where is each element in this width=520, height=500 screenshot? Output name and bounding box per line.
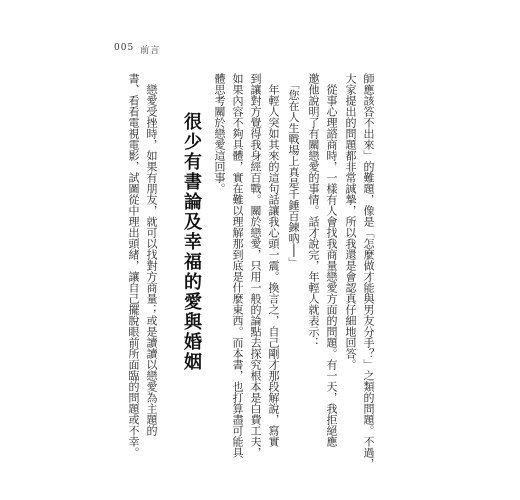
text-column: 如果內容不夠具體，實在難以理解那到底是什麼東西。而本書，也打算盡可能具 (231, 73, 244, 458)
section-title: 前言 (140, 46, 161, 56)
section-heading: 很少有書論及幸福的愛與婚姻 (181, 112, 202, 372)
text-column: 師應該答不出來」的難題，像是「怎麼做才能與男友分手？」之類的問題。不過， (362, 73, 375, 469)
text-column: 到讓對方覺得我身經百戰。關於戀愛，只用一般的論點去探究根本是白費工夫， (249, 73, 262, 458)
text-column: 戀愛受挫時，如果有朋友，就可以找對方商量；或是讀讀以戀愛為主題的 (145, 73, 158, 436)
text-column: 從事心理諮商時，一樣有人會找我商量戀愛方面的問題。有一天，我拒絕應 (325, 73, 338, 447)
text-column: 大家提出的問題都非常誠摯，所以我還是會認真仔細地回答。 (344, 73, 357, 370)
page-header (114, 43, 160, 56)
text-column: 書、看看電視電影，試圖從中理出頭緒，讓自己擺脫眼前所面臨的問題或不幸。 (127, 73, 140, 458)
page-number: 005 (114, 43, 135, 53)
text-column: 邀他說明了有關戀愛的事情。話才說完，年輕人就表示： (307, 73, 320, 348)
text-column: 體思考關於戀愛這回事。 (213, 73, 226, 194)
text-column: 年輕人突如其來的這句話讓我心頭一震。換言之，自己剛才那段解說，寫實 (267, 73, 280, 447)
quote-column: 「您在人生戰場上真是千錘百鍊吶──」 (287, 73, 300, 268)
